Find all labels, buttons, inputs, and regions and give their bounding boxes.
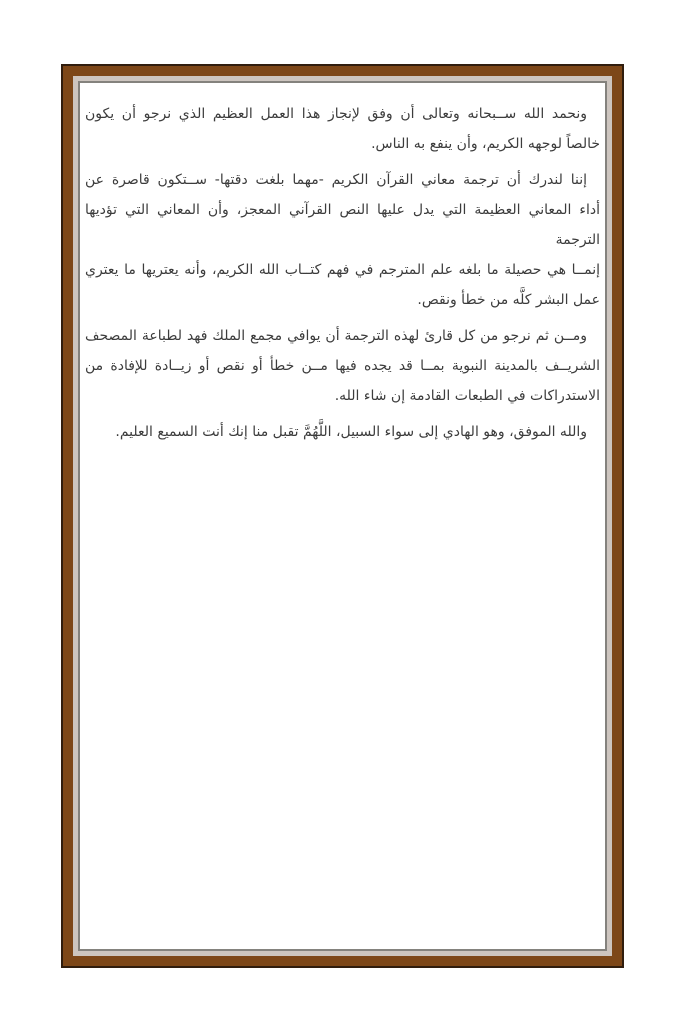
text-line: أداء المعاني العظيمة التي يدل عليها النص القرآني المعجز، وأن المعاني التي تؤديها الترجمة — [85, 202, 600, 248]
page-content — [80, 83, 605, 949]
text-line: الاستدراكات في الطبعات القادمة إن شاء الله. — [334, 388, 600, 404]
text-line: إننا لندرك أن ترجمة معاني القرآن الكريم -مهما بلغت دقتها- ســتكون قاصرة عن — [85, 172, 587, 188]
paragraph — [85, 99, 600, 159]
paragraph — [85, 165, 600, 315]
frame-brown-band — [63, 66, 622, 966]
frame-light-band — [73, 76, 612, 956]
text-line: والله الموفق، وهو الهادي إلى سواء السبيل، اللَّهُمَّ تقبل منا إنك أنت السميع العليم. — [115, 424, 587, 440]
frame-inner-rule — [78, 81, 607, 951]
paragraph — [85, 321, 600, 411]
text-line: ومــن ثم نرجو من كل قارئ لهذه الترجمة أن يوافي مجمع الملك فهد لطباعة المصحف — [85, 328, 587, 344]
text-line: الشريــف بالمدينة النبوية بمــا قد يجده فيها مــن خطأ أو نقص أو زيــادة للإفادة من — [85, 358, 600, 374]
paragraph — [85, 417, 600, 447]
text-line: عمل البشر كلَّه من خطأ ونقص. — [417, 292, 600, 308]
page-border-frame — [61, 64, 624, 968]
text-line: ونحمد الله ســبحانه وتعالى أن وفق لإنجاز هذا العمل العظيم الذي نرجو أن يكون — [85, 106, 587, 122]
text-line: خالصاً لوجهه الكريم، وأن ينفع به الناس. — [371, 136, 600, 152]
text-line: إنمــا هي حصيلة ما بلغه علم المترجم في فهم كتــاب الله الكريم، وأنه يعتريها ما يعتري — [85, 262, 600, 278]
